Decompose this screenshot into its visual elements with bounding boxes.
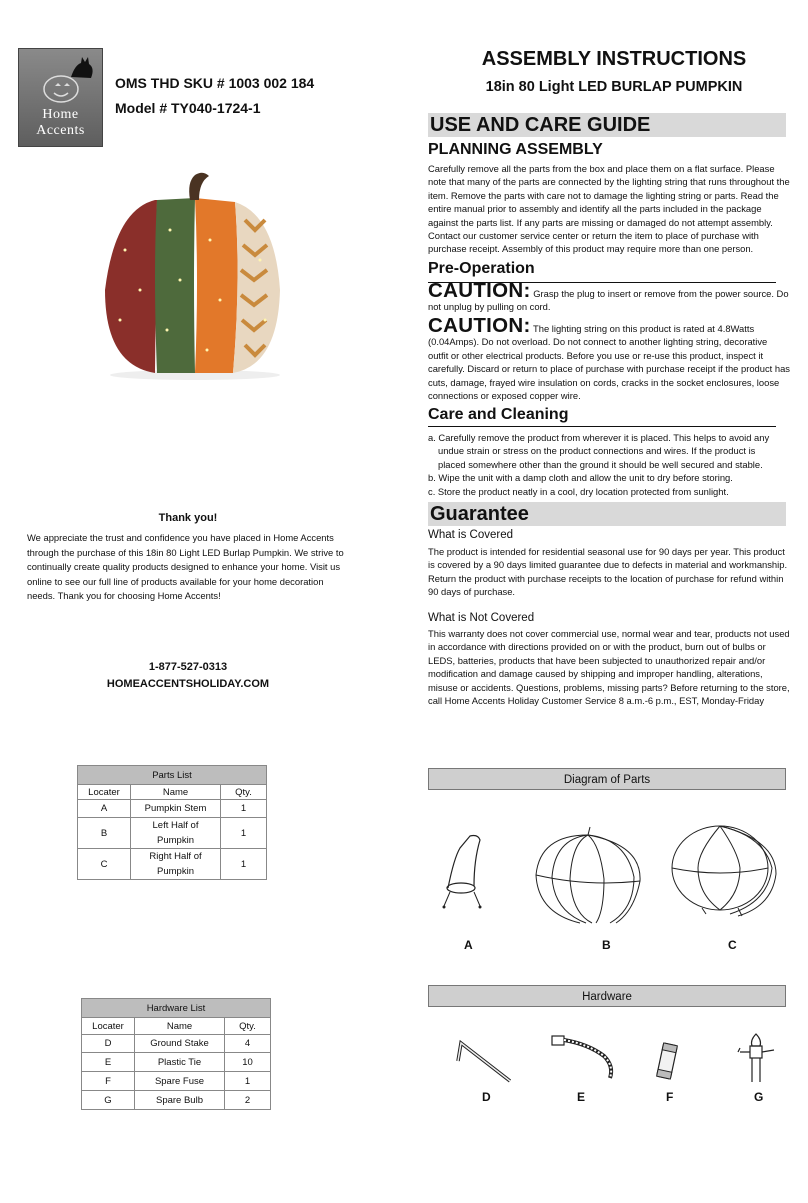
assembly-instructions-title: ASSEMBLY INSTRUCTIONS	[481, 48, 747, 70]
pumpkin-stem-drawing	[440, 830, 500, 920]
hardware-list-caption: Hardware List	[82, 999, 271, 1018]
table-cell: 10	[225, 1053, 271, 1072]
plastic-tie-drawing	[548, 1030, 618, 1085]
spare-bulb-drawing	[736, 1030, 780, 1086]
care-item: undue strain or stress on the product connections and wires. If the product is	[438, 445, 756, 457]
planning-text: Carefully remove all the parts from the box and place them on a flat surface. Please note that many of the parts are connected by the lighting string that runs throughout the item. Remove the parts with care not to damage the lighting string or parts. Read the entire manual prior to assembly and identify all the parts included in the package against the parts list. If any parts are missing or damaged do not attempt assembly. Contact our customer service center or return the item to place of purchase with purchase receipt. Assembly of this product may require more than one person.	[428, 163, 790, 255]
home-accents-logo	[18, 48, 103, 147]
table-cell: D	[82, 1035, 135, 1053]
care-item: b. Wipe the unit with a damp cloth and allow the unit to dry before storing.	[428, 472, 733, 484]
not-covered-text: This warranty does not cover commercial use, normal wear and tear, products not used in accordance with directions provided on or with the product, burn out of bulbs or LEDS, batteries, products that have been subjected to unauthorized repair and/or modification and damage caused by shipping and improper handling, alterations, misuse or accidents. Questions, problems, missing parts? Before returning to the store, call Home Accents Holiday Customer Service 8 a.m.-6 p.m., EST, Monday-Friday	[428, 628, 790, 707]
logo-text-line1: Home	[42, 107, 79, 122]
table-cell: E	[82, 1053, 135, 1072]
logo-text-line2: Accents	[36, 123, 85, 138]
hardware-label-f: F	[666, 1090, 674, 1104]
spare-fuse-drawing	[656, 1036, 686, 1086]
table-cell: B	[78, 818, 131, 849]
thank-you-text: We appreciate the trust and confidence you have placed in Home Accents through the purchase of this 18in 80 Light LED Burlap Pumpkin. We strive to continually create quality products designed to enhance your home. Visit us online to see our full line of products available for your home decoration needs. Thank you for choosing Home Accents!	[27, 532, 344, 601]
parts-list-table	[77, 765, 267, 880]
column-header: Locater	[82, 1018, 135, 1035]
table-row	[78, 818, 267, 849]
caution-2	[428, 314, 790, 402]
care-heading: Care and Cleaning	[428, 406, 776, 427]
care-item: placed somewhere other than the ground it should be well secured and stable.	[438, 458, 763, 470]
column-header: Name	[135, 1018, 225, 1035]
guarantee-banner: Guarantee	[428, 502, 786, 526]
care-list	[428, 431, 790, 498]
caution-label: CAUTION:	[428, 314, 531, 337]
hardware-label-g: G	[754, 1090, 764, 1104]
column-header: Locater	[78, 785, 131, 800]
phone-number: 1-877-527-0313	[148, 661, 228, 673]
hardware-label-d: D	[482, 1090, 491, 1104]
table-cell: 1	[221, 800, 267, 818]
table-cell: 2	[225, 1091, 271, 1110]
table-cell: A	[78, 800, 131, 818]
not-covered-heading: What is Not Covered	[428, 612, 535, 624]
right-half-frame-drawing	[668, 822, 780, 922]
table-cell: 1	[221, 849, 267, 880]
left-half-frame-drawing	[530, 825, 646, 930]
table-row	[82, 1072, 271, 1091]
caution-2-text: The lighting string on this product is rated at 4.8Watts (0.04Amps). Do not overload. Do not connect to another lighting string, decorative outfit or other electrical products. Before you use or re-use this product, inspect it carefully. Discard or return to place of purchase with purchase receipt if the product has cuts, damage, frayed wire insulation on cords, cracks in the socket enclosures, loose connections or exposed copper wire.	[428, 323, 790, 402]
care-item: c. Store the product neatly in a cool, dry location protected from sunlight.	[428, 485, 729, 497]
hardware-label-e: E	[577, 1090, 586, 1104]
hardware-list-table	[81, 998, 271, 1110]
covered-text: The product is intended for residential seasonal use for 90 days per year. This product is covered by a 90 days limited guarantee due to defects in material and workmanship. Return the product with purchase receipts to the location of purchase for refund within 90 days of purchase.	[428, 546, 788, 598]
website: HOMEACCENTSHOLIDAY.COM	[106, 678, 270, 690]
table-cell: Right Half of Pumpkin	[131, 849, 221, 880]
column-header: Name	[131, 785, 221, 800]
cat-pumpkin-icon	[19, 49, 104, 109]
preop-heading: Pre-Operation	[428, 260, 776, 283]
diagram-label-b: B	[602, 938, 611, 952]
table-cell: C	[78, 849, 131, 880]
covered-heading: What is Covered	[428, 529, 514, 541]
ground-stake-drawing	[452, 1035, 517, 1085]
table-cell: 1	[221, 818, 267, 849]
table-cell: 4	[225, 1035, 271, 1053]
column-header: Qty.	[221, 785, 267, 800]
table-cell: Ground Stake	[135, 1035, 225, 1053]
table-cell: Left Half of Pumpkin	[131, 818, 221, 849]
thank-you-heading: Thank you!	[158, 512, 218, 524]
hardware-bar: Hardware	[428, 985, 786, 1007]
table-row	[82, 1091, 271, 1110]
table-cell: 1	[225, 1072, 271, 1091]
table-cell: F	[82, 1072, 135, 1091]
caution-1-text: Grasp the plug to insert or remove from the power source. Do not unplug by pulling on cord.	[428, 288, 789, 313]
product-subtitle: 18in 80 Light LED BURLAP PUMPKIN	[485, 79, 743, 95]
table-row	[82, 1053, 271, 1072]
table-cell: Plastic Tie	[135, 1053, 225, 1072]
table-cell: Spare Fuse	[135, 1072, 225, 1091]
table-row	[78, 800, 267, 818]
diagram-of-parts-bar: Diagram of Parts	[428, 768, 786, 790]
caution-label: CAUTION:	[428, 279, 531, 302]
table-row	[82, 1035, 271, 1053]
use-care-banner: USE AND CARE GUIDE	[428, 113, 786, 137]
column-header: Qty.	[225, 1018, 271, 1035]
table-row	[78, 849, 267, 880]
parts-list-caption: Parts List	[78, 766, 267, 785]
model-number: Model # TY040-1724-1	[115, 100, 261, 116]
table-cell: Pumpkin Stem	[131, 800, 221, 818]
care-item: a. Carefully remove the product from wherever it is placed. This helps to avoid any	[428, 432, 770, 443]
sku-number: OMS THD SKU # 1003 002 184	[115, 75, 315, 91]
planning-heading: PLANNING ASSEMBLY	[428, 141, 603, 158]
caution-1	[428, 279, 790, 314]
pumpkin-product-image	[95, 170, 295, 385]
diagram-label-c: C	[728, 938, 737, 952]
diagram-label-a: A	[464, 938, 473, 952]
table-cell: G	[82, 1091, 135, 1110]
table-cell: Spare Bulb	[135, 1091, 225, 1110]
